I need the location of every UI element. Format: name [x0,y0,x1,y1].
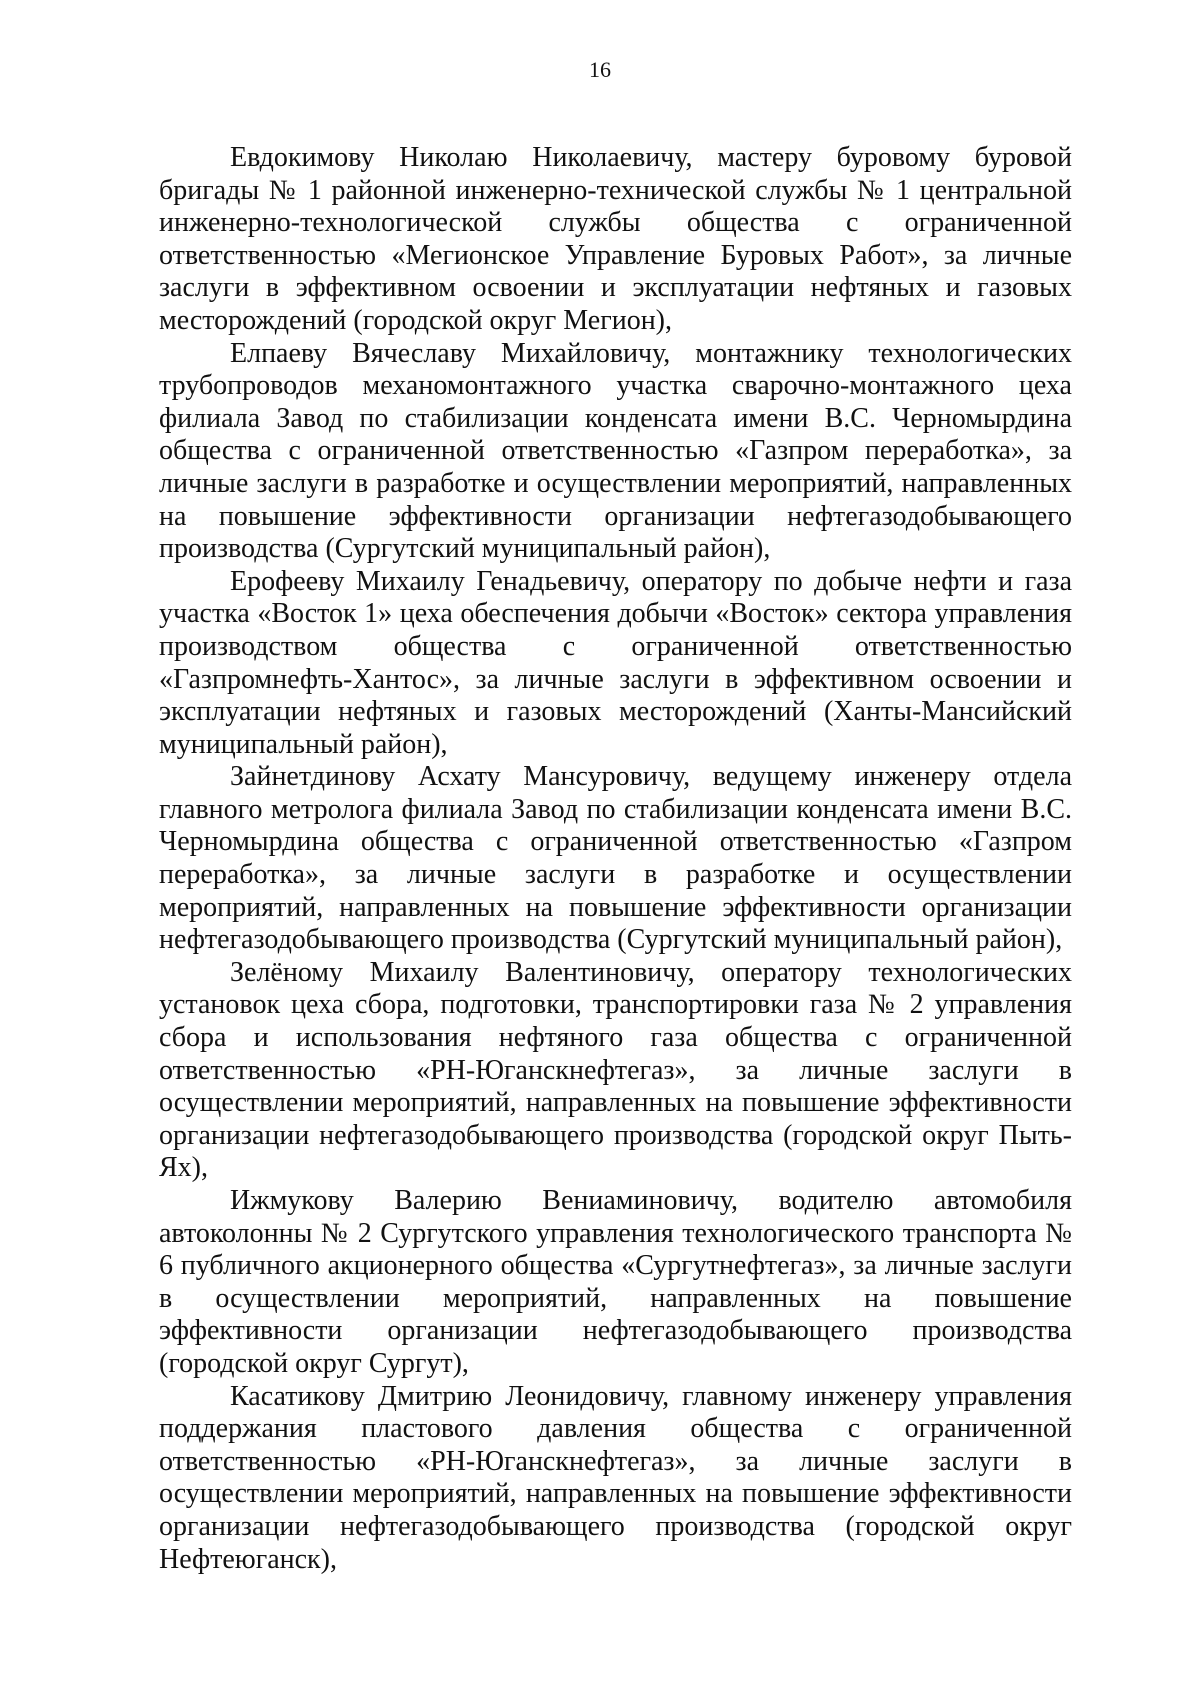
document-body [159,142,1072,1576]
award-paragraph-izhmukov: Ижмукову Валерию Вениаминовичу, водителю автомобиля автоколонны № 2 Сургутского управления технологического транспорта № 6 публичного акционерного общества «Сургутнефтегаз», за личные заслуги в осуществлении мероприятий, направленных на повышение эффективности организации нефтегазодобывающего производства (городской округ Сургут), [159,1185,1072,1379]
award-paragraph-evdokimov: Евдокимову Николаю Николаевичу, мастеру буровому буровой бригады № 1 районной инженерно-технической службы № 1 центральной инженерно-технологической службы общества с ограниченной ответственностью «Мегионское Управление Буровых Работ», за личные заслуги в эффективном освоении и эксплуатации нефтяных и газовых месторождений (городской округ Мегион), [159,142,1072,336]
award-paragraph-zelyony: Зелёному Михаилу Валентиновичу, оператору технологических установок цеха сбора, подготовки, транспортировки газа № 2 управления сбора и использования нефтяного газа общества с ограниченной ответственностью «РН-Юганскнефтегаз», за личные заслуги в осуществлении мероприятий, направленных на повышение эффективности организации нефтегазодобывающего производства (городской округ Пыть-Ях), [159,956,1072,1184]
award-paragraph-erofeev: Ерофееву Михаилу Генадьевичу, оператору по добыче нефти и газа участка «Восток 1» цеха обеспечения добычи «Восток» сектора управления производством общества с ограниченной ответственностью «Газпромнефть-Хантос», за личные заслуги в эффективном освоении и эксплуатации нефтяных и газовых месторождений (Ханты-Мансийский муниципальный район), [159,565,1072,760]
award-paragraph-kasatikov: Касатикову Дмитрию Леонидовичу, главному инженеру управления поддержания пластового давления общества с ограниченной ответственностью «РН-Юганскнефтегаз», за личные заслуги в осуществлении мероприятий, направленных на повышение эффективности организации нефтегазодобывающего производства (городской округ Нефтеюганск), [159,1380,1072,1575]
award-paragraph-zaynetdinov: Зайнетдинову Асхату Мансуровичу, ведущему инженеру отдела главного метролога филиала Завод по стабилизации конденсата имени В.С. Черномырдина общества с ограниченной ответственностью «Газпром переработка», за личные заслуги в разработке и осуществлении мероприятий, направленных на повышение эффективности организации нефтегазодобывающего производства (Сургутский муниципальный район), [159,761,1072,956]
page-number: 16 [589,57,611,82]
award-paragraph-elpaev: Елпаеву Вячеславу Михайловичу, монтажнику технологических трубопроводов механомонтажного участка сварочно-монтажного цеха филиала Завод по стабилизации конденсата имени В.С. Черномырдина общества с ограниченной ответственностью «Газпром переработка», за личные заслуги в разработке и осуществлении мероприятий, направленных на повышение эффективности организации нефтегазодобывающего производства (Сургутский муниципальный район), [159,337,1072,565]
